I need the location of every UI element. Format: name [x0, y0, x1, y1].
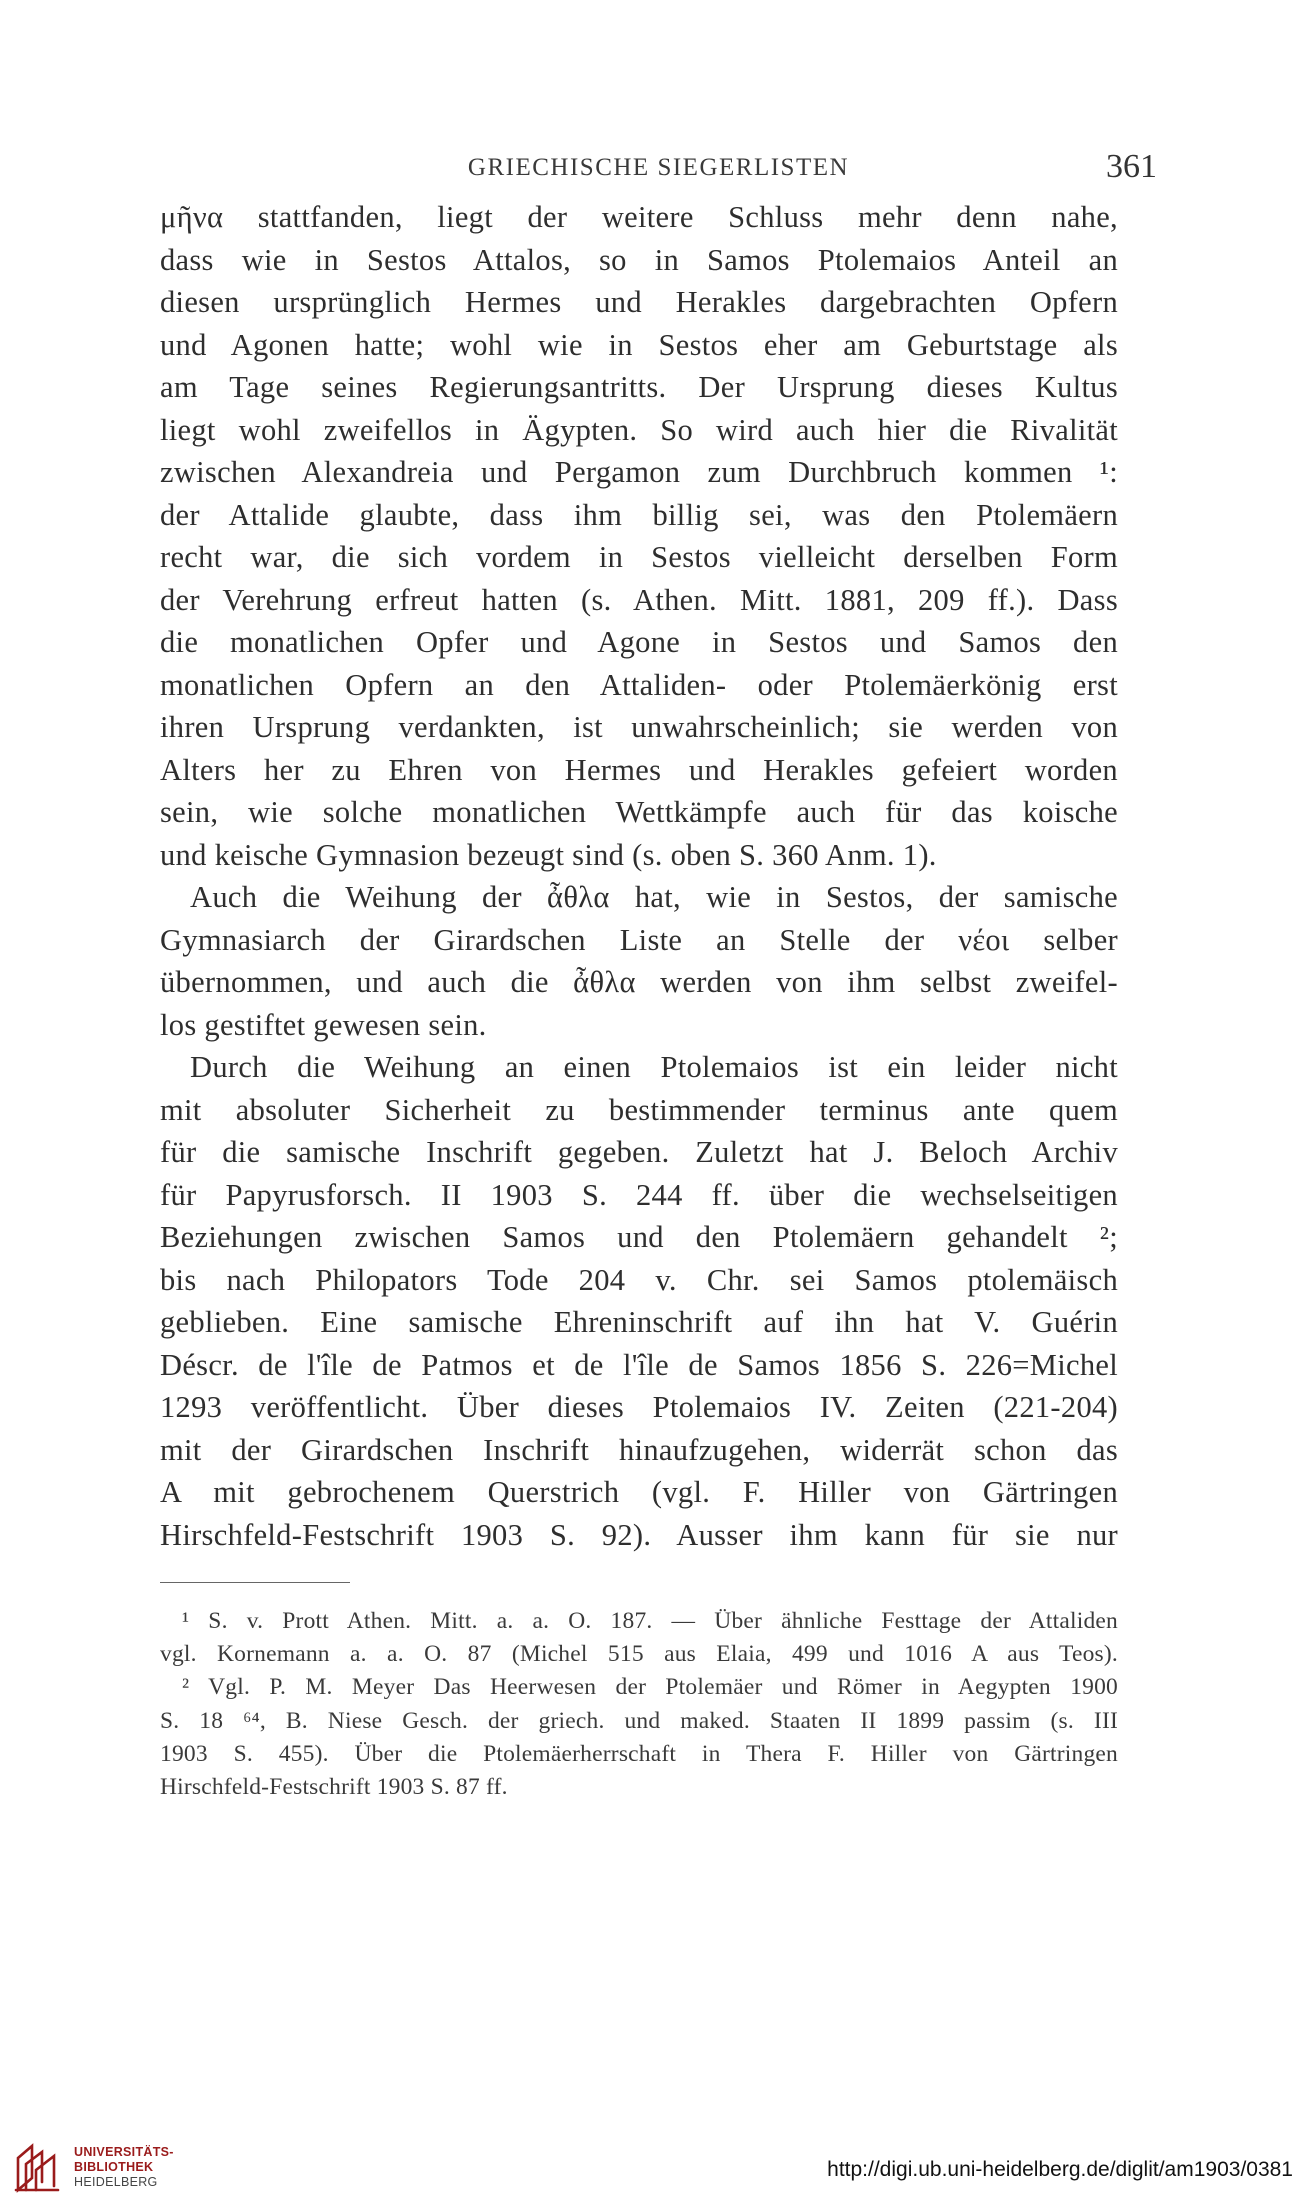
text-line: liegt wohl zweifellos in Ägypten. So wird auch hier die Rivalität — [160, 412, 1118, 447]
footnote-divider — [160, 1582, 350, 1583]
text-line: der Verehrung erfreut hatten (s. Athen. Mitt. 1881, 209 ff.). Dass — [160, 582, 1118, 617]
text-line: monatlichen Opfern an den Attaliden- oder Ptolemäerkönig erst — [160, 667, 1118, 702]
library-credit — [12, 2142, 312, 2194]
text-line: μῆνα stattfanden, liegt der weitere Schluss mehr denn nahe, — [160, 200, 1118, 234]
text-line: 1293 veröffentlicht. Über dieses Ptolemaios IV. Zeiten (221-204) — [160, 1390, 1118, 1424]
text-line: und Agonen hatte; wohl wie in Sestos eher am Geburtstage als — [160, 327, 1118, 362]
text-line: sein, wie solche monatlichen Wettkämpfe auch für das koische — [160, 795, 1118, 829]
text-line: recht war, die sich vordem in Sestos vielleicht derselben Form — [160, 540, 1118, 574]
text-line: der Attalide glaubte, dass ihm billig sei, was den Ptolemäern — [160, 497, 1118, 532]
text-line: dass wie in Sestos Attalos, so in Samos Ptolemaios Anteil an — [160, 242, 1118, 277]
text-line: diesen ursprünglich Hermes und Herakles dargebrachten Opfern — [160, 285, 1118, 319]
source-url[interactable]: http://digi.ub.uni-heidelberg.de/diglit/am1903/0381 — [827, 2158, 1293, 2181]
text-line: Beziehungen zwischen Samos und den Ptolemäern gehandelt ²; — [160, 1220, 1118, 1254]
text-line: die monatlichen Opfer und Agone in Sestos und Samos den — [160, 625, 1118, 659]
page-number: 361 — [1106, 148, 1157, 185]
text-line: ihren Ursprung verdankten, ist unwahrscheinlich; sie werden von — [160, 710, 1118, 744]
text-line: mit absoluter Sicherheit zu bestimmender terminus ante quem — [160, 1092, 1118, 1127]
text-line: mit der Girardschen Inschrift hinaufzugehen, widerrät schon das — [160, 1432, 1118, 1467]
text-line: zwischen Alexandreia und Pergamon zum Durchbruch kommen ¹: — [160, 455, 1118, 489]
footnote-line: S. 18 ⁶⁴, B. Niese Gesch. der griech. und maked. Staaten II 1899 passim (s. III — [160, 1707, 1118, 1734]
footnote-line: ² Vgl. P. M. Meyer Das Heerwesen der Ptolemäer und Römer in Aegypten 1900 — [182, 1674, 1118, 1701]
footnote-line: Hirschfeld-Festschrift 1903 S. 87 ff. — [160, 1773, 508, 1800]
footnotes — [160, 1605, 1118, 1804]
text-line: für die samische Inschrift gegeben. Zuletzt hat J. Beloch Archiv — [160, 1135, 1118, 1169]
library-name: UNIVERSITÄTS- BIBLIOTHEK HEIDELBERG — [74, 2145, 174, 2189]
text-line: A mit gebrochenem Querstrich (vgl. F. Hiller von Gärtringen — [160, 1475, 1118, 1509]
running-head — [160, 148, 1157, 188]
text-line: Auch die Weihung der ἆθλα hat, wie in Sestos, der samische — [190, 880, 1118, 914]
text-line: übernommen, und auch die ἆθλα werden von ihm selbst zweifel- — [160, 965, 1118, 999]
text-line: Déscr. de l'île de Patmos et de l'île de Samos 1856 S. 226=Michel — [160, 1347, 1118, 1382]
running-head-title: GRIECHISCHE SIEGERLISTEN — [467, 154, 850, 181]
text-line: Durch die Weihung an einen Ptolemaios ist ein leider nicht — [190, 1050, 1118, 1084]
text-line: und keische Gymnasion bezeugt sind (s. oben S. 360 Anm. 1). — [160, 837, 937, 872]
text-line: Gymnasiarch der Girardschen Liste an Stelle der νέοι selber — [160, 922, 1118, 957]
text-line: Hirschfeld-Festschrift 1903 S. 92). Ausser ihm kann für sie nur — [160, 1517, 1118, 1552]
footnote-line: 1903 S. 455). Über die Ptolemäerherrschaft in Thera F. Hiller von Gärtringen — [160, 1740, 1118, 1767]
text-line: los gestiftet gewesen sein. — [160, 1007, 487, 1042]
text-line: am Tage seines Regierungsantritts. Der Ursprung dieses Kultus — [160, 370, 1118, 404]
text-line: für Papyrusforsch. II 1903 S. 244 ff. über die wechselseitigen — [160, 1177, 1118, 1212]
footnote-line: vgl. Kornemann a. a. O. 87 (Michel 515 aus Elaia, 499 und 1016 A aus Teos). — [160, 1641, 1118, 1668]
text-line: bis nach Philopators Tode 204 v. Chr. sei Samos ptolemäisch — [160, 1262, 1118, 1297]
main-text — [160, 196, 1118, 1556]
footnote-line: ¹ S. v. Prott Athen. Mitt. a. a. O. 187. — Über ähnliche Festtage der Attaliden — [182, 1608, 1118, 1634]
text-line: Alters her zu Ehren von Hermes und Herakles gefeiert worden — [160, 752, 1118, 787]
ub-heidelberg-logo-icon — [12, 2142, 64, 2194]
text-line: geblieben. Eine samische Ehreninschrift auf ihn hat V. Guérin — [160, 1305, 1118, 1339]
